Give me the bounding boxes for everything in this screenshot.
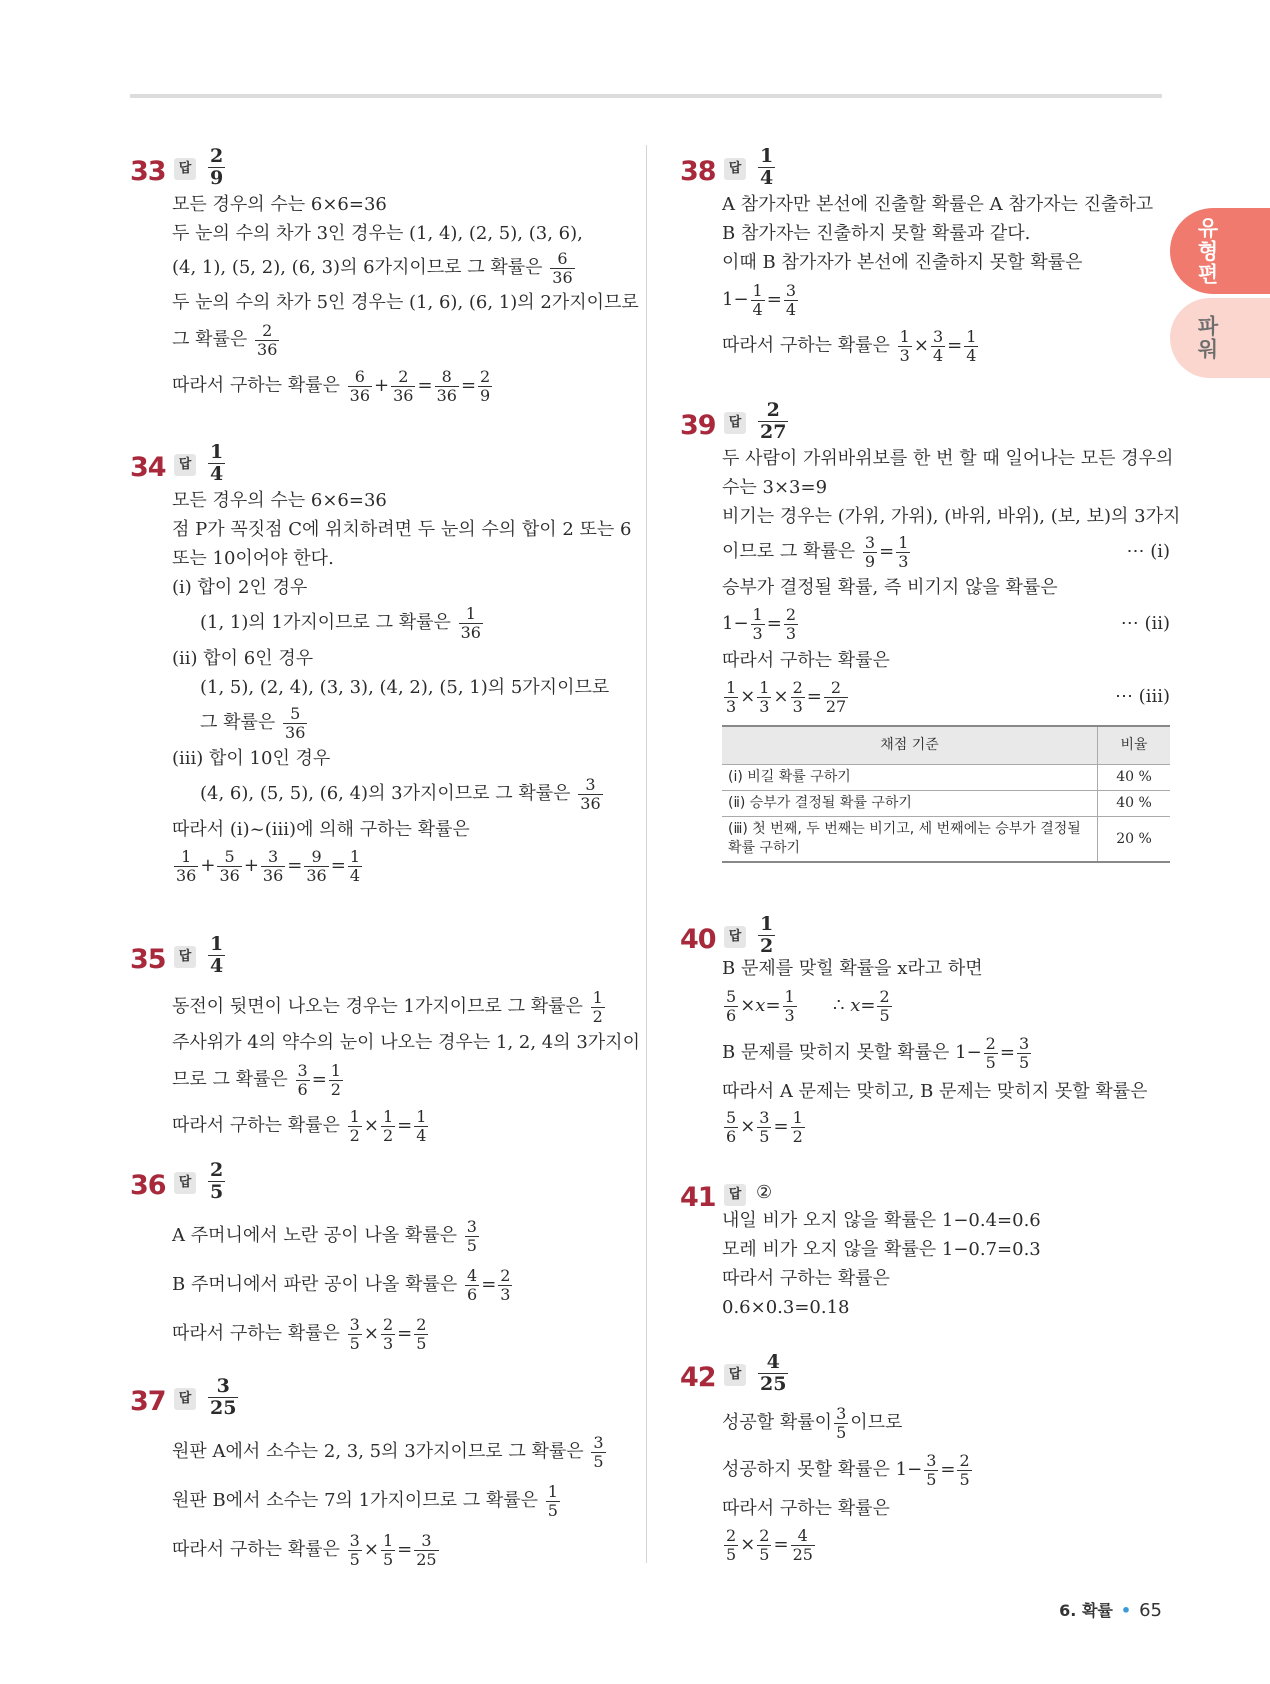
solution-line: $\frac{5}{6}$ ×x= $\frac{1}{3}$ ∴ x= $\frac{2}{5}$ [726, 986, 890, 1025]
solution-line: $\frac{2}{5}$ × $\frac{2}{5}$ = $\frac{4}{25}$ [726, 1525, 813, 1564]
problem-number: 42 [680, 1362, 716, 1393]
solution-line: 따라서 A 문제는 맞히고, B 문제는 맞히지 못할 확률은 [722, 1081, 1148, 1102]
solution-line: 따라서 구하는 확률은 [722, 1498, 890, 1519]
solution-line: 따라서 구하는 확률은 $\frac{3}{5}$ × $\frac{2}{3}$ = $\frac{2}{5}$ [172, 1314, 427, 1353]
step-tag: ⋯ (ⅰ) [1126, 541, 1170, 562]
solution-line: B 주머니에서 파란 공이 나올 확률은 $\frac{4}{6}$ = $\frac{2}{3}$ [172, 1265, 511, 1304]
answer-value: $\frac{2}{9}$ [210, 145, 224, 189]
answer-badge: 답 [724, 412, 746, 434]
solution-line: (ⅰ) 합이 2인 경우 [172, 577, 308, 598]
problem-number: 37 [130, 1386, 166, 1417]
solution-line: 내일 비가 오지 않을 확률은 1−0.4=0.6 [722, 1210, 1041, 1231]
solution-line: 두 사람이 가위바위보를 한 번 할 때 일어나는 모든 경우의 [722, 448, 1174, 469]
top-rule [130, 94, 1162, 98]
problem-number: 36 [130, 1170, 166, 1201]
solution-line: 점 P가 꼭짓점 C에 위치하려면 두 눈의 수의 합이 2 또는 6 [172, 519, 632, 540]
solution-line: (4, 6), (5, 5), (6, 4)의 3가지이므로 그 확률은 $\frac{3}{36}$ [200, 774, 601, 813]
solution-line: 성공할 확률이 $\frac{3}{5}$ 이므로 [722, 1403, 903, 1442]
table-header-criteria: 채점 기준 [722, 726, 1098, 765]
table-cell-ratio: 40 % [1098, 791, 1171, 817]
solution-line: 성공하지 못할 확률은 1− $\frac{3}{5}$ = $\frac{2}{5}$ [722, 1450, 970, 1489]
solution-line: 모든 경우의 수는 6×6=36 [172, 194, 387, 215]
solution-line: 1− $\frac{1}{4}$ = $\frac{3}{4}$ [722, 280, 797, 319]
side-tab-power-label: 파워 [1195, 315, 1220, 361]
solution-line: B 참가자는 진출하지 못할 확률과 같다. [722, 223, 1031, 244]
solution-line: (ⅱ) 합이 6인 경우 [172, 648, 314, 669]
solution-line: 승부가 결정될 확률, 즉 비기지 않을 확률은 [722, 577, 1058, 598]
problem-number: 33 [130, 156, 166, 187]
table-cell-ratio: 40 % [1098, 765, 1171, 791]
solution-line: 비기는 경우는 (가위, 가위), (바위, 바위), (보, 보)의 3가지 [722, 506, 1181, 527]
problem-number: 41 [680, 1182, 716, 1213]
table-header-ratio: 비율 [1098, 726, 1171, 765]
solution-line: 두 눈의 수의 차가 5인 경우는 (1, 6), (6, 1)의 2가지이므로 [172, 292, 639, 313]
solution-line: 이므로 그 확률은 $\frac{3}{9}$ = $\frac{1}{3}$ ⋯ (ⅰ) [722, 531, 1170, 573]
answer-badge: 답 [724, 926, 746, 948]
table-cell-criteria: (ⅰ) 비길 확률 구하기 [722, 765, 1098, 791]
solution-line: 또는 10이어야 한다. [172, 548, 334, 569]
solution-line: 따라서 구하는 확률은 $\frac{6}{36}$ + $\frac{2}{36}$ = $\frac{8}{36}$ = $\frac{2}{9}$ [172, 366, 491, 405]
solution-line: B 문제를 맞힐 확률을 x라고 하면 [722, 958, 983, 979]
answer-value: $\frac{1}{4}$ [760, 145, 774, 189]
solution-line: 모레 비가 오지 않을 확률은 1−0.7=0.3 [722, 1239, 1041, 1260]
table-row [722, 791, 1170, 817]
answer-badge: 답 [174, 946, 196, 968]
answer-value: $\frac{1}{4}$ [210, 933, 224, 977]
solution-line: A 참가자만 본선에 진출할 확률은 A 참가자는 진출하고 [722, 194, 1154, 215]
table-cell-criteria: (ⅱ) 승부가 결정될 확률 구하기 [722, 791, 1098, 817]
answer-badge: 답 [174, 454, 196, 476]
answer-value: $\frac{1}{4}$ [210, 441, 224, 485]
solution-line: 0.6×0.3=0.18 [722, 1297, 850, 1318]
solution-line: 므로 그 확률은 $\frac{3}{6}$ = $\frac{1}{2}$ [172, 1060, 341, 1099]
solution-line: 그 확률은 $\frac{2}{36}$ [172, 320, 278, 359]
answer-value: $\frac{4}{25}$ [760, 1351, 787, 1395]
step-tag: ⋯ (ⅱ) [1120, 613, 1170, 634]
page-number: 65 [1139, 1600, 1162, 1621]
solution-line: 이때 B 참가자가 본선에 진출하지 못할 확률은 [722, 252, 1083, 273]
table-cell-ratio: 20 % [1098, 817, 1171, 863]
table-row [722, 765, 1170, 791]
answer-badge: 답 [174, 158, 196, 180]
solution-line: $\frac{5}{6}$ × $\frac{3}{5}$ = $\frac{1}{2}$ [726, 1107, 803, 1146]
chapter-label: 6. 확률 [1059, 1601, 1113, 1620]
answer-badge: 답 [174, 1388, 196, 1410]
solution-line: 따라서 (ⅰ)~(ⅲ)에 의해 구하는 확률은 [172, 819, 470, 840]
problem-number: 34 [130, 452, 166, 483]
solution-line: 원판 A에서 소수는 2, 3, 5의 3가지이므로 그 확률은 $\frac{3}{5}$ [172, 1432, 604, 1471]
solution-line: 따라서 구하는 확률은 $\frac{1}{2}$ × $\frac{1}{2}$ = $\frac{1}{4}$ [172, 1106, 427, 1145]
answer-value: $\frac{2}{5}$ [210, 1159, 224, 1203]
solution-line: B 문제를 맞히지 못할 확률은 1− $\frac{2}{5}$ = $\frac{3}{5}$ [722, 1033, 1030, 1072]
table-row [722, 817, 1170, 863]
column-divider [646, 145, 647, 1563]
solution-line: 주사위가 4의 약수의 눈이 나오는 경우는 1, 2, 4의 3가지이 [172, 1032, 640, 1053]
bullet-dot-icon: • [1120, 1601, 1132, 1620]
solution-line: A 주머니에서 노란 공이 나올 확률은 $\frac{3}{5}$ [172, 1216, 477, 1255]
solution-line: 따라서 구하는 확률은 $\frac{1}{3}$ × $\frac{3}{4}$ = $\frac{1}{4}$ [722, 326, 977, 365]
step-tag: ⋯ (ⅲ) [1114, 686, 1170, 707]
solution-line: 따라서 구하는 확률은 [722, 650, 890, 671]
answer-value: $\frac{2}{27}$ [760, 399, 787, 443]
answer-value: $\frac{1}{2}$ [760, 913, 774, 957]
answer-badge: 답 [724, 1184, 746, 1206]
side-tab-power[interactable] [1170, 298, 1270, 378]
solution-line: 1− $\frac{1}{3}$ = $\frac{2}{3}$ ⋯ (ⅱ) [722, 602, 1170, 646]
solution-line: $\frac{1}{3}$ × $\frac{1}{3}$ × $\frac{2}{3}$ = $\frac{2}{27}$ ⋯ (ⅲ) [722, 675, 1170, 719]
solution-line: 두 눈의 수의 차가 3인 경우는 (1, 4), (2, 5), (3, 6), [172, 223, 583, 244]
solution-line: 수는 3×3=9 [722, 477, 828, 498]
side-tab-type[interactable] [1170, 208, 1270, 294]
solution-line: (4, 1), (5, 2), (6, 3)의 6가지이므로 그 확률은 $\frac{6}{36}$ [172, 248, 573, 287]
solution-line: 따라서 구하는 확률은 $\frac{3}{5}$ × $\frac{1}{5}$ = $\frac{3}{25}$ [172, 1530, 437, 1569]
problem-number: 38 [680, 156, 716, 187]
solution-line: (ⅲ) 합이 10인 경우 [172, 748, 331, 769]
problem-number: 39 [680, 410, 716, 441]
solution-line: 원판 B에서 소수는 7의 1가지이므로 그 확률은 $\frac{1}{5}$ [172, 1481, 558, 1520]
answer-badge: 답 [724, 1364, 746, 1386]
problem-number: 35 [130, 944, 166, 975]
side-tab-type-label: 유형편 [1195, 216, 1220, 286]
answer-value: ② [756, 1182, 773, 1203]
page-footer [1059, 1598, 1162, 1621]
solution-line: $\frac{1}{36}$ + $\frac{5}{36}$ + $\frac{3}{36}$ = $\frac{9}{36}$ = $\frac{1}{4}$ [176, 846, 360, 885]
grading-table [722, 725, 1170, 863]
answer-badge: 답 [724, 158, 746, 180]
table-cell-criteria: (ⅲ) 첫 번째, 두 번째는 비기고, 세 번째에는 승부가 결정될 확률 구하기 [722, 817, 1098, 863]
solution-line: 동전이 뒷면이 나오는 경우는 1가지이므로 그 확률은 $\frac{1}{2}$ [172, 987, 603, 1026]
solution-line: 그 확률은 $\frac{5}{36}$ [200, 703, 306, 742]
solution-line: (1, 1)의 1가지이므로 그 확률은 $\frac{1}{36}$ [200, 603, 481, 642]
answer-value: $\frac{3}{25}$ [210, 1375, 237, 1419]
solution-line: 따라서 구하는 확률은 [722, 1268, 890, 1289]
solution-line: (1, 5), (2, 4), (3, 3), (4, 2), (5, 1)의 5가지이므로 [200, 677, 610, 698]
problem-number: 40 [680, 924, 716, 955]
solution-line: 모든 경우의 수는 6×6=36 [172, 490, 387, 511]
answer-badge: 답 [174, 1172, 196, 1194]
